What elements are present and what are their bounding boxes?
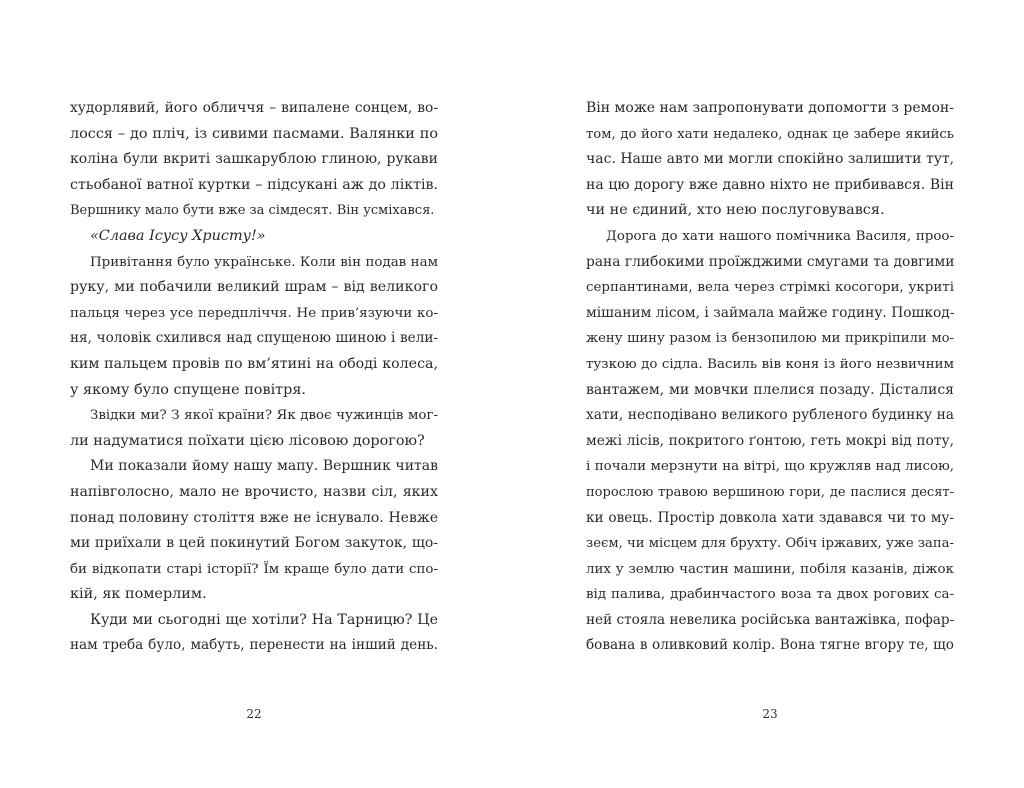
text-line: кій, як померлим. [70,586,207,603]
text-line: напівголосно, мало не врочисто, назви сіл, яких [70,483,438,500]
text-line: пальця через усе передпліччя. Не прив’язуючи ко- [70,305,438,321]
text-line: на цю дорогу вже давно ніхто не прибивався. Він [586,176,954,193]
text-line: хати, несподівано великого рубленого будинку на [586,407,954,424]
right-page-body [586,96,954,659]
text-line: нам треба було, мабуть, перенести на інший день. [70,637,438,654]
text-line: серпантинами, вела через стрімкі косогори, укриті [586,280,954,296]
page-number-right: 23 [762,707,778,721]
text-line: понад половину століття вже не існувало. Невже [70,509,438,526]
text-line: чи не єдиний, хто нею послуговувався. [586,202,885,219]
text-line: жену шину разом із бензопилою ми прикріпили мо- [586,331,954,347]
text-line: ми приїхали в цей покинутий Богом закуток, що- [70,535,438,552]
text-line: зеєм, чи місцем для брухту. Обіч іржавих, уже запа- [586,536,954,552]
text-line: рана глибокими проїжджими смугами та довгими [586,253,955,270]
text-line: том, до його хати недалеко, однак це забере якийсь [586,126,954,142]
left-page-body [70,96,438,659]
text-line: порослою травою вершиною гори, де паслися десят- [586,484,954,500]
text-line: ня, чоловік схилився над спущеною шиною і вели- [70,330,438,347]
text-line: би відкопати старі історії? Їм краще було дати спо- [70,561,438,577]
text-line: лих у землю частин машини, побіля казанів, діжок [586,561,954,577]
text-line: Куди ми сьогодні ще хотіли? На Тарницю? Це [90,611,438,628]
text-line: у якому було спущене повітря. [70,381,307,398]
text-line: Вершнику мало бути вже за сімдесят. Він усміхався. [70,203,435,219]
text-line: ки овець. Простір довкола хати здавався чи то му- [586,509,954,526]
text-line: лосся – до пліч, із сивими пасмами. Валянки по [70,125,438,142]
text-line: ли надуматися поїхати цією лісовою дорогою? [70,432,425,449]
text-line: ким пальцем провів по вм’ятині на ободі колеса, [70,355,438,372]
text-line: тузкою до сідла. Василь вів коня із його незвичним [586,356,954,372]
text-line: межі лісів, покритого ґонтою, геть мокрі від поту, [586,432,954,449]
text-line: бована в оливковий колір. Вона тягне вгору те, що [586,637,954,654]
text-line: «Слава Ісусу Христу!» [90,227,266,244]
text-line: вантажем, ми мовчки плелися позаду. Дісталися [586,381,954,398]
text-line: Ми показали йому нашу мапу. Вершник читав [90,458,438,475]
text-line: і почали мерзнути на вітрі, що кружляв над лисою, [586,459,954,475]
text-line: худорлявий, його обличчя – випалене сонцем, во- [70,100,438,116]
text-line: коліна були вкриті зашкарублою глиною, рукави [70,151,438,168]
text-line: Привітання було українське. Коли він подав нам [90,254,438,270]
text-line: стьобаної ватної куртки – підсукані аж до ліктів. [70,176,438,193]
text-line: від палива, драбинчастого воза та двох рогових са- [586,587,954,603]
left-page [70,96,438,659]
right-page [586,96,954,659]
text-line: руку, ми побачили великий шрам – від великого [70,279,438,296]
text-line: мішаним лісом, і займала майже годину. Пошкод- [586,304,955,321]
text-line: Дорога до хати нашого помічника Василя, проо- [606,228,954,244]
page-number-left: 22 [246,707,262,721]
text-line: Він може нам запропонувати допомогти з ремон- [586,100,954,116]
text-line: ней стояла невелика російська вантажівка, пофар- [586,611,955,628]
text-line: час. Наше авто ми могли спокійно залишити тут, [586,151,955,168]
text-line: Звідки ми? З якої країни? Як двоє чужинців мог- [90,408,438,424]
